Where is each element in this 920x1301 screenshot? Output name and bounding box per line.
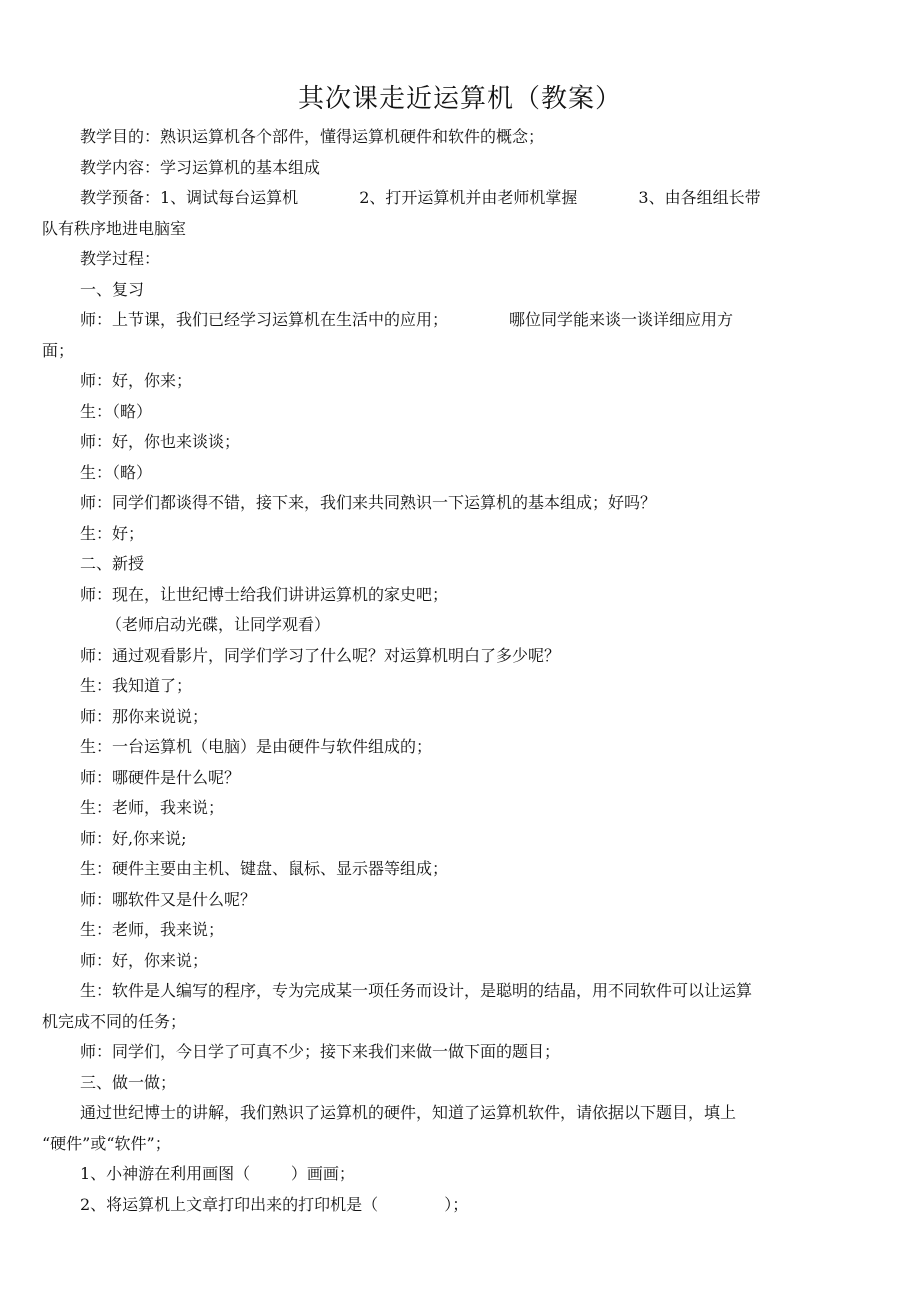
dialogue-line: 生：（略） (80, 401, 153, 421)
dialogue-line: 生：老师，我来说； (80, 798, 225, 817)
section-heading: 一、复习 (80, 279, 145, 299)
exercise-item: 1、小神游在利用画图（ ）画画； (80, 1164, 355, 1183)
paragraph-line: 教学过程： (80, 249, 161, 268)
dialogue-line: 师：好，你来； (80, 371, 193, 390)
dialogue-line: 师：现在，让世纪博士给我们讲讲运算机的家史吧； (80, 584, 449, 604)
dialogue-line: 师：同学们都谈得不错，接下来，我们来共同熟识一下运算机的基本组成；好吗？ (80, 493, 657, 512)
dialogue-line: 师：好，你来说； (80, 950, 209, 970)
paragraph-line: 通过世纪博士的讲解，我们熟识了运算机的硬件，知道了运算机软件，请依据以下题目，填上 (80, 1103, 737, 1122)
dialogue-line: 生：我知道了； (80, 676, 193, 695)
dialogue-line: 机完成不同的任务； (42, 1011, 187, 1031)
page-title: 其次课走近运算机（教案） (297, 84, 622, 114)
dialogue-line: 师：哪软件又是什么呢？ (80, 889, 257, 909)
dialogue-line: 师：那你来说说； (80, 706, 209, 726)
dialogue-line: 生：一台运算机（电脑）是由硬件与软件组成的； (80, 737, 433, 756)
paragraph-line: 师：上节课，我们已经学习运算机在生活中的应用； 哪位同学能来谈一谈详细应用方 (80, 310, 734, 329)
paragraph-line: 面； (42, 340, 75, 360)
paragraph-line: 教学内容：学习运算机的基本组成 (80, 157, 321, 177)
dialogue-line: 生：硬件主要由主机、键盘、鼠标、显示器等组成； (80, 859, 449, 878)
section-heading: 三、做一做； (80, 1072, 177, 1092)
paragraph-line: 队有秩序地进电脑室 (42, 218, 187, 238)
dialogue-line: 师：好,你来说; (80, 828, 187, 848)
dialogue-line: 师：通过观看影片，同学们学习了什么呢？对运算机明白了多少呢？ (80, 645, 561, 665)
dialogue-line: 生：软件是人编写的程序，专为完成某一项任务而设计，是聪明的结晶，用不同软件可以让运算 (80, 981, 753, 1000)
paragraph-line: 教学目的：熟识运算机各个部件，懂得运算机硬件和软件的概念； (80, 127, 545, 146)
section-heading: 二、新授 (80, 554, 145, 573)
exercise-item: 2、将运算机上文章打印出来的打印机是（ ）； (80, 1194, 469, 1214)
paragraph-line: “硬件”或“软件”； (42, 1133, 171, 1153)
document-body (42, 122, 862, 1220)
dialogue-line: 生：好； (80, 523, 145, 543)
dialogue-line: 师：好，你也来谈谈； (80, 432, 241, 451)
stage-note: （老师启动光碟，让同学观看） (106, 615, 331, 634)
dialogue-line: 师：同学们，今日学了可真不少；接下来我们来做一做下面的题目； (80, 1042, 561, 1061)
dialogue-line: 生：老师，我来说； (80, 920, 225, 939)
paragraph-line: 教学预备：1、调试每台运算机 2、打开运算机并由老师机掌握 3、由各组组长带 (80, 188, 761, 207)
dialogue-line: 师：哪硬件是什么呢？ (80, 767, 241, 787)
dialogue-line: 生：（略） (80, 462, 153, 482)
